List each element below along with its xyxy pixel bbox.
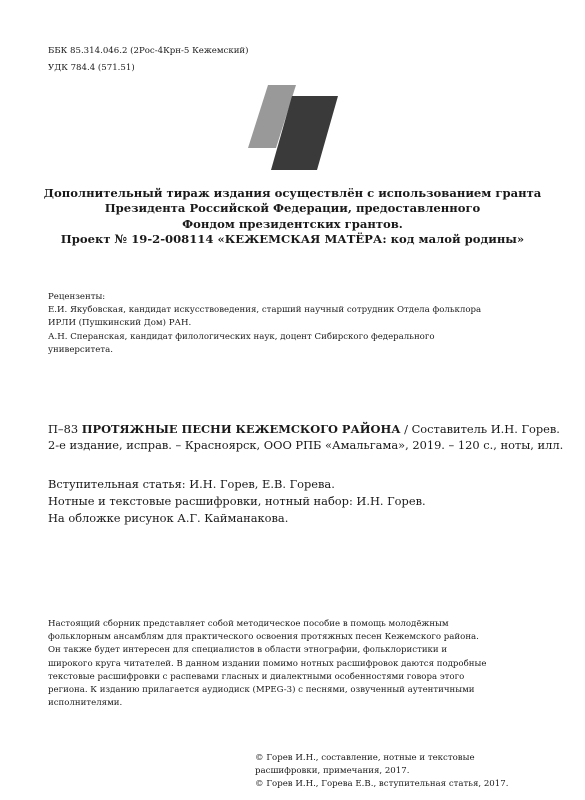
credit-line: На обложке рисунок А.Г. Кайманакова. [48, 511, 289, 525]
grant-line: Фондом президентских грантов. [182, 216, 403, 231]
abstract-line: Он также будет интересен для специалистов в области этнографии, фольклористики и [48, 645, 448, 656]
reviewers-heading: Рецензенты: [48, 292, 106, 302]
book-title: ПРОТЯЖНЫЕ ПЕСНИ КЕЖЕМСКОГО РАЙОНА [81, 422, 401, 436]
grant-line: Дополнительный тираж издания осуществлён с использованием гранта [43, 186, 542, 200]
bbk-code: ББК 85.314.046.2 (2Рос-4Крн-5 Кежемский) [48, 46, 249, 56]
abstract-line: фольклорным ансамблям для практического освоения протяжных песен Кежемского района. [48, 632, 479, 643]
abstract-block [48, 618, 558, 710]
abstract-line: региона. К изданию прилагается аудиодиск (MPEG-3) с песнями, озвученный аутентичными [48, 685, 475, 696]
udk-code: УДК 784.4 (571.51) [48, 63, 135, 73]
credit-line: Нотные и текстовые расшифровки, нотный набор: И.Н. Горев. [48, 494, 426, 508]
reviewer-line: ИРЛИ (Пушкинский Дом) РАН. [48, 318, 192, 329]
grant-line: Президента Российской Федерации, предоставленного [104, 201, 481, 216]
copyright-block [255, 752, 555, 791]
compiler: / Составитель И.Н. Горев. [400, 422, 560, 436]
reviewer-line: Е.И. Якубовская, кандидат искусствоведения, старший научный сотрудник Отдела фольклора [48, 305, 482, 316]
grant-notice [30, 186, 555, 248]
copyright-line: © Горев И.Н., составление, нотные и текстовые [255, 753, 475, 763]
copyright-line: © Горев И.Н., Горева Е.В., вступительная статья, 2017. [255, 779, 509, 789]
reviewers-block [48, 291, 528, 357]
reviewer-line: А.Н. Сперанская, кандидат филологических наук, доцент Сибирского федерального [48, 331, 435, 342]
credit-line: Вступительная статья: И.Н. Горев, Е.В. Горева. [48, 477, 335, 491]
abstract-line: исполнителями. [48, 698, 123, 709]
catalog-index: П–83 [48, 422, 79, 436]
edition-line: 2-е издание, исправ. – Красноярск, ООО РПБ «Амальгама», 2019. – 120 с., ноты, илл. [48, 438, 564, 452]
credits-block [48, 476, 558, 527]
abstract-line: текстовые расшифровки с распевами гласных и диалектными особенностями говора этого [48, 671, 465, 682]
grant-project-line: Проект № 19-2-008114 «КЕЖЕМСКАЯ МАТЁРА: код малой родины» [60, 232, 525, 247]
abstract-line: широкого круга читателей. В данном издании помимо нотных расшифровок даются подробные [48, 658, 487, 669]
copyright-line: расшифровки, примечания, 2017. [255, 766, 410, 776]
abstract-line: Настоящий сборник представляет собой методическое пособие в помощь молодёжным [48, 619, 449, 629]
reviewer-line: университета. [48, 344, 113, 355]
presidential-grants-fund-logo [238, 82, 358, 172]
catalog-entry [48, 421, 564, 453]
